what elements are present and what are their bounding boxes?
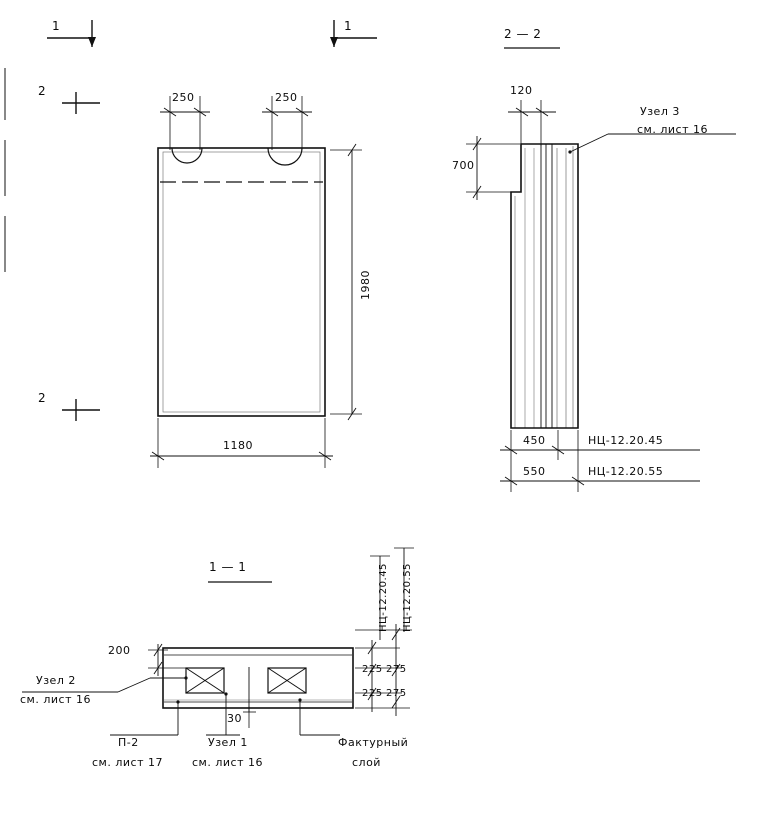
sec11-note-node-1-sheet: см. лист 16 (192, 756, 263, 769)
section-mark-2-lower: 2 (38, 391, 47, 405)
sec11-note-node-2-sheet: см. лист 16 (20, 693, 91, 706)
sec11-dim-left: 200 (108, 644, 131, 657)
sec11-note-p2: П-2 (118, 736, 139, 749)
sec22-dim-thickness: 120 (510, 84, 533, 97)
view-title-2-2: 2 — 2 (504, 27, 542, 41)
sec11-note-node-1: Узел 1 (208, 736, 248, 749)
section-mark-1-left: 1 (52, 19, 61, 33)
plan-dim-top-left: 250 (172, 91, 195, 104)
sec11-dim-center: 30 (227, 712, 242, 725)
sec11-note-node-2: Узел 2 (36, 674, 76, 687)
sec22-note-node-3-sheet: см. лист 16 (637, 123, 708, 136)
sec11-mark-vert-1: НЦ-12.20.45 (378, 563, 389, 632)
sec22-mark-2: НЦ-12.20.55 (588, 465, 664, 478)
sec11-dim-right-2: 225 (362, 688, 383, 699)
sec11-note-texture-2: слой (352, 756, 381, 769)
sec22-dim-bottom-2: 550 (523, 465, 546, 478)
sec22-dim-bottom-1: 450 (523, 434, 546, 447)
sec11-dim-right-3: 275 (386, 664, 407, 675)
plan-dim-height: 1980 (359, 270, 372, 300)
sec11-note-texture: Фактурный (338, 736, 409, 749)
section-mark-2-upper: 2 (38, 84, 47, 98)
view-title-1-1: 1 — 1 (209, 560, 247, 574)
sec11-note-p2-sheet: см. лист 17 (92, 756, 163, 769)
sec22-dim-left-height: 700 (452, 159, 475, 172)
sec22-mark-1: НЦ-12.20.45 (588, 434, 664, 447)
sec11-dim-right-1: 225 (362, 664, 383, 675)
section-mark-1-right: 1 (344, 19, 353, 33)
sec22-note-node-3: Узел 3 (640, 105, 680, 118)
plan-dim-top-right: 250 (275, 91, 298, 104)
plan-dim-width: 1180 (223, 439, 253, 452)
sec11-mark-vert-2: НЦ-12.20.55 (402, 563, 413, 632)
sec11-dim-right-4: 275 (386, 688, 407, 699)
